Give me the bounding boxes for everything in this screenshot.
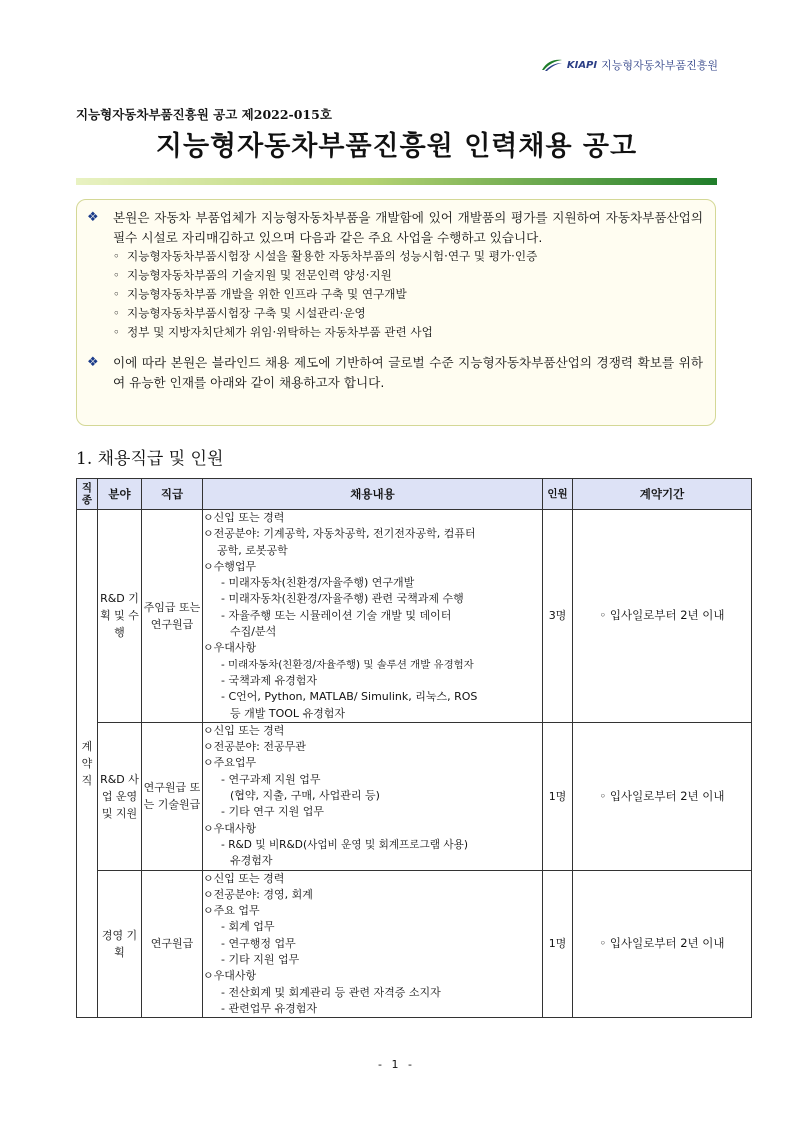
headcount-cell: 1명 — [543, 870, 573, 1018]
description-cell: ㅇ신입 또는 경력 ㅇ전공분야: 경영, 회계 ㅇ주요 업무 - 회계 업무 - 연구행정 업무 - 기타 지원 업무 ㅇ우대사항 - 전산회계 및 회계관리 등 관련 자격증 소지자 - 관련업무 유경험자 — [203, 870, 543, 1018]
header-field: 분야 — [98, 479, 142, 510]
description-cell: ㅇ신입 또는 경력 ㅇ전공분야: 전공무관 ㅇ주요업무 - 연구과제 지원 업무 (협약, 지출, 구매, 사업관리 등) - 기타 연구 지원 업무 ㅇ우대사항 - R&D 및 비R&D(사업비 운영 및 회계프로그램 사용) 유경험자 — [203, 722, 543, 870]
table-row — [77, 722, 752, 870]
title-underline — [76, 178, 717, 185]
page-title: 지능형자동차부품진흥원 인력채용 공고 — [155, 131, 638, 162]
list-item: ◦ 지능형자동차부품 개발을 위한 인프라 구축 및 연구개발 — [113, 287, 407, 301]
intro-box — [76, 199, 716, 426]
list-item: ◦ 지능형자동차부품시험장 시설을 활용한 자동차부품의 성능시험·연구 및 평가·인증 — [113, 249, 538, 263]
list-item: ◦ 정부 및 지방자치단체가 위임·위탁하는 자동차부품 관련 사업 — [113, 325, 433, 339]
description-cell: ㅇ신입 또는 경력 ㅇ전공분야: 기계공학, 자동차공학, 전기전자공학, 컴퓨터 공학, 로봇공학 ㅇ수행업무 - 미래자동차(친환경/자율주행) 연구개발 - 미래자동차(친환경/자율주행) 관련 국책과제 수행 - 자율주행 또는 시뮬레이션 기술 개발 및 데이터 수집/분석 ㅇ우대사항 - 미래자동차(친환경/자율주행) 및 솔루션 개발 유경험자 - 국책과제 유경험자 - C언어, Python, MATLAB/ Simulink, 리눅스, ROS 등 개발 TOOL 유경험자 — [203, 510, 543, 723]
field-cell: R&D 기획 및 수행 — [98, 510, 142, 723]
list-item: ◦ 지능형자동차부품의 기술지원 및 전문인력 양성·지원 — [113, 268, 392, 282]
diamond-bullet-icon: ❖ — [87, 355, 99, 370]
period-cell: ◦ 입사일로부터 2년 이내 — [573, 510, 752, 723]
intro-text-2: 이에 따라 본원은 블라인드 채용 제도에 기반하여 글로벌 수준 지능형자동차부품산업의 경쟁력 확보를 위하여 유능한 인재를 아래와 같이 채용하고자 합니다. — [113, 355, 703, 390]
notice-number: 지능형자동차부품진흥원 공고 제2022-015호 — [76, 107, 332, 122]
header-desc: 채용내용 — [203, 479, 543, 510]
table-row — [77, 870, 752, 1018]
field-cell: 경영 기획 — [98, 870, 142, 1018]
table-row — [77, 510, 752, 723]
swoosh-icon — [541, 58, 563, 72]
intro-paragraph-2 — [87, 353, 703, 392]
logo-mark: KIAPI — [566, 59, 598, 71]
business-list — [113, 247, 703, 342]
field-cell: R&D 사업 운영 및 지원 — [98, 722, 142, 870]
intro-text-1: 본원은 자동차 부품업체가 지능형자동차부품을 개발함에 있어 개발품의 평가를 지원하여 자동차부품산업의 필수 시설로 자리매김하고 있으며 다음과 같은 주요 사업을 수행하고 있습니다. — [113, 210, 703, 245]
period-cell: ◦ 입사일로부터 2년 이내 — [573, 870, 752, 1018]
section-heading-1: 1. 채용직급 및 인원 — [76, 449, 224, 469]
header-type: 직종 — [77, 479, 98, 510]
kiapi-logo — [541, 57, 718, 73]
recruitment-table — [76, 478, 752, 1018]
diamond-bullet-icon: ❖ — [87, 210, 99, 225]
page-number: - 1 - — [378, 1058, 415, 1071]
grade-cell: 연구원급 — [142, 870, 203, 1018]
table-header-row — [77, 479, 752, 510]
grade-cell: 주임급 또는 연구원급 — [142, 510, 203, 723]
header-num: 인원 — [543, 479, 573, 510]
header-grade: 직급 — [142, 479, 203, 510]
job-type-cell: 계약직 — [77, 510, 98, 1018]
grade-cell: 연구원급 또는 기술원급 — [142, 722, 203, 870]
list-item: ◦ 지능형자동차부품시험장 구축 및 시설관리·운영 — [113, 306, 366, 320]
header-period: 계약기간 — [573, 479, 752, 510]
headcount-cell: 3명 — [543, 510, 573, 723]
headcount-cell: 1명 — [543, 722, 573, 870]
period-cell: ◦ 입사일로부터 2년 이내 — [573, 722, 752, 870]
intro-paragraph-1 — [87, 208, 703, 247]
logo-text: 지능형자동차부품진흥원 — [601, 59, 718, 72]
